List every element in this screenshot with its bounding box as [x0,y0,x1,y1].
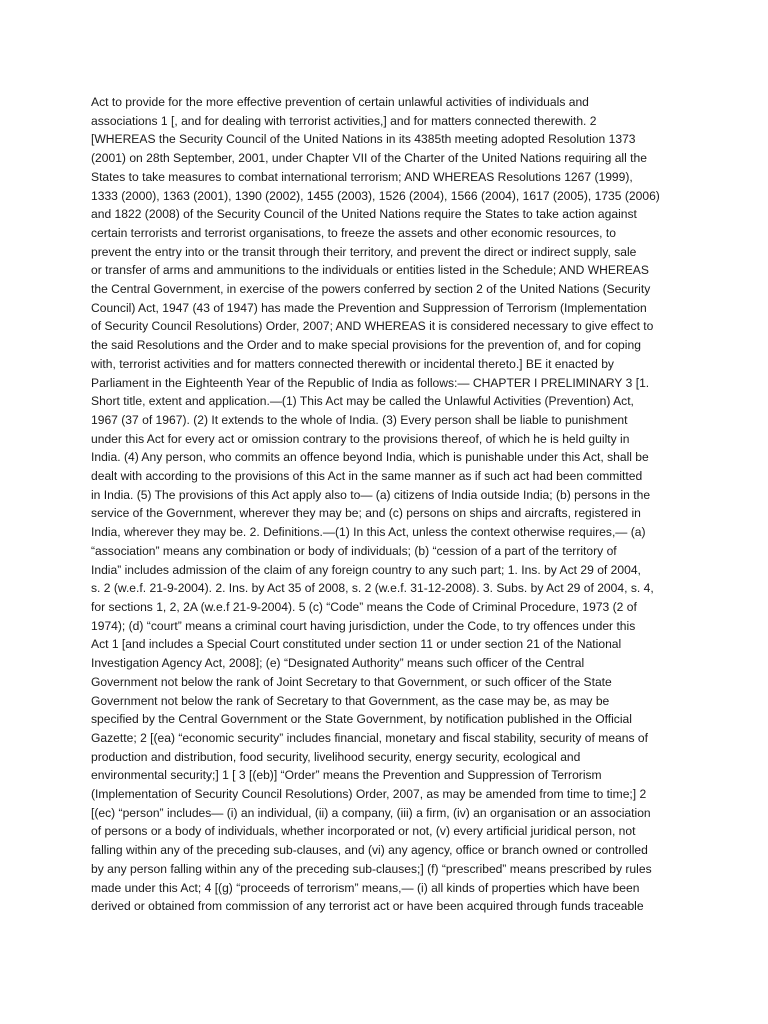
text-line: Parliament in the Eighteenth Year of the Republic of India as follows:— CHAPTER I PRELIMINARY 3 [1. [91,375,650,390]
text-line: [(ec) “person” includes— (i) an individual, (ii) a company, (iii) a firm, (iv) an organisation or an association [91,805,651,820]
text-line: Act 1 [and includes a Special Court constituted under section 11 or under section 21 of the National [91,637,622,652]
text-line: prevent the entry into or the transit through their territory, and prevent the direct or indirect supply, sale [91,244,637,259]
text-line: and 1822 (2008) of the Security Council of the United Nations require the States to take action against [91,207,637,222]
text-line: certain terrorists and terrorist organisations, to freeze the assets and other economic resources, to [91,225,616,240]
text-line: Act to provide for the more effective prevention of certain unlawful activities of individuals and [91,95,589,109]
text-line: for sections 1, 2, 2A (w.e.f 21-9-2004). 5 (c) “Code” means the Code of Criminal Procedure, 1973 (2 of [91,599,637,614]
text-line: India” includes admission of the claim of any foreign country to any such part; 1. Ins. by Act 29 of 2004, [91,562,641,577]
text-line: 1974); (d) “court” means a criminal court having jurisdiction, under the Code, to try offences under this [91,618,636,633]
text-line: the Central Government, in exercise of the powers conferred by section 2 of the United Nations (Security [91,282,651,297]
text-line: specified by the Central Government or the State Government, by notification published in the Official [91,712,632,727]
text-line: environmental security;] 1 [ 3 [(eb)] “Order” means the Prevention and Suppression of Terrorism [91,768,602,783]
text-line: with, terrorist activities and for matters connected therewith or incidental thereto.] BE it enacted by [91,356,614,371]
text-line: 1967 (37 of 1967). (2) It extends to the whole of India. (3) Every person shall be liable to punishment [91,412,628,427]
text-line: States to take measures to combat international terrorism; AND WHEREAS Resolutions 1267 (1999), [91,169,633,184]
text-line: of persons or a body of individuals, whether incorporated or not, (v) every artificial juridical person, not [91,824,636,839]
text-line: [WHEREAS the Security Council of the United Nations in its 4385th meeting adopted Resolution 1373 [91,132,636,147]
text-line: under this Act for every act or omission contrary to the provisions thereof, of which he is held guilty in [91,431,630,446]
text-line: falling within any of the preceding sub-clauses, and (vi) any agency, office or branch owned or controlled [91,843,648,858]
text-line: Government not below the rank of Secretary to that Government, as the case may be, as may be [91,693,610,708]
text-line: India. (4) Any person, who commits an offence beyond India, which is punishable under this Act, shall be [91,450,649,465]
text-line: India, wherever they may be. 2. Definitions.—(1) In this Act, unless the context otherwise requires,— (a) [91,525,646,540]
text-line: (Implementation of Security Council Resolutions) Order, 2007, as may be amended from time to time;] 2 [91,787,647,802]
text-line: Investigation Agency Act, 2008]; (e) “Designated Authority” means such officer of the Central [91,656,585,671]
text-line: 1333 (2000), 1363 (2001), 1390 (2002), 1455 (2003), 1526 (2004), 1566 (2004), 1617 (2005), 1735 (2006) [91,188,660,203]
text-line: associations 1 [, and for dealing with terrorist activities,] and for matters connected therewith. 2 [91,113,597,128]
text-line: or transfer of arms and ammunitions to the individuals or entities listed in the Schedule; AND WHEREAS [91,263,649,278]
text-line: by any person falling within any of the preceding sub-clauses;] (f) “prescribed” means prescribed by rules [91,861,652,876]
text-line: dealt with according to the provisions of this Act in the same manner as if such act had been committed [91,469,643,484]
body-text [91,93,681,916]
text-line: Government not below the rank of Joint Secretary to that Government, or such officer of the State [91,674,612,689]
text-line: the said Resolutions and the Order and to make special provisions for the prevention of, and for coping [91,338,641,353]
text-line: made under this Act; 4 [(g) “proceeds of terrorism” means,— (i) all kinds of properties which have been [91,880,640,895]
text-line: (2001) on 28th September, 2001, under Chapter VII of the Charter of the United Nations requiring all the [91,151,647,166]
text-line: Short title, extent and application.—(1) This Act may be called the Unlawful Activities (Prevention) Act, [91,394,634,409]
text-line: of Security Council Resolutions) Order, 2007; AND WHEREAS it is considered necessary to give effect to [91,319,654,334]
text-line: production and distribution, food security, livelihood security, energy security, ecological and [91,749,581,764]
text-line: Council) Act, 1947 (43 of 1947) has made the Prevention and Suppression of Terrorism (Implementation [91,300,647,315]
text-line: s. 2 (w.e.f. 21-9-2004). 2. Ins. by Act 35 of 2008, s. 2 (w.e.f. 31-12-2008). 3. Subs. by Act 29 of 2004, s. 4, [91,581,654,596]
text-line: service of the Government, wherever they may be; and (c) persons on ships and aircrafts, registered in [91,506,641,521]
text-line: Gazette; 2 [(ea) “economic security” includes financial, monetary and fiscal stability, security of means of [91,730,648,745]
text-line: derived or obtained from commission of any terrorist act or have been acquired through funds traceable [91,899,644,914]
text-line: in India. (5) The provisions of this Act apply also to— (a) citizens of India outside India; (b) persons in the [91,487,651,502]
text-line: “association” means any combination or body of individuals; (b) “cession of a part of the territory of [91,543,617,558]
